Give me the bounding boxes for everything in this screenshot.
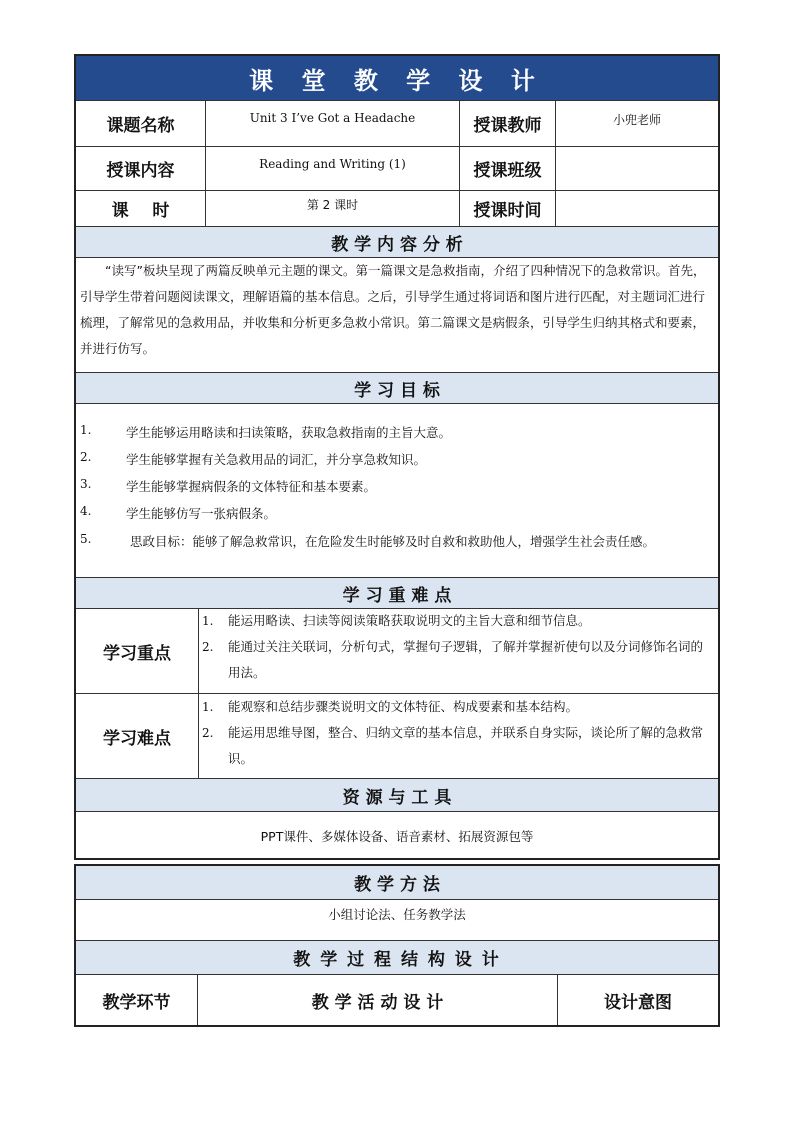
focus-text: 能运用略读、扫读等阅读策略获取说明文的主旨大意和细节信息。 (228, 613, 591, 628)
focus-item (202, 608, 714, 634)
topic-value: Unit 3 I’ve Got a Headache (249, 111, 416, 125)
methods-text: 小组讨论法、任务教学法 (328, 907, 466, 922)
objective-text: 学生能够掌握有关急救用品的词汇，并分享急救知识。 (126, 452, 427, 467)
objective-number: 5. (80, 532, 92, 546)
difficulty-number: 1. (202, 700, 214, 714)
focus-text: 能通过关注关联词，分析句式，掌握句子逻辑，了解并掌握祈使句以及分词修饰名词的用法。 (228, 639, 704, 680)
difficulty-item (202, 720, 714, 772)
page-title: 课 堂 教 学 设 计 (76, 56, 718, 100)
difficulty-number: 2. (202, 726, 214, 740)
analysis-text: “读写”板块呈现了两篇反映单元主题的课文。第一篇课文是急救指南，介绍了四种情况下的急救常识。首先，引导学生带着问题阅读课文，理解语篇的基本信息。之后，引导学生通过将词语和图片进行匹配，对主题词汇进行梳理，了解常见的急救用品，并收集和分析更多急救小常识。第二篇课文是病假条，引导学生归纳其格式和要素，并进行仿写。 (80, 263, 706, 356)
period-label: 课 时 (111, 201, 170, 221)
objective-text: 学生能够掌握病假条的文体特征和基本要素。 (126, 479, 377, 494)
process-col-stage: 教学环节 (102, 992, 171, 1013)
difficulty-text: 能观察和总结步骤类说明文的文体特征、构成要素和基本结构。 (228, 699, 579, 714)
divider (76, 403, 718, 404)
methods-heading: 教 学 方 法 (76, 866, 718, 899)
class-label: 授课班级 (473, 161, 542, 181)
process-table (74, 864, 720, 1027)
focus-number: 2. (202, 640, 214, 654)
objective-text: 思政目标：能够了解急救常识，在危险发生时能够及时自救和救助他人，增强学生社会责任感。 (130, 534, 656, 549)
difficulty-item (202, 694, 714, 720)
resources-heading: 资 源 与 工 具 (76, 779, 718, 811)
lesson-plan-table (74, 54, 720, 860)
analysis-heading: 教 学 内 容 分 析 (76, 227, 718, 257)
objective-number: 1. (80, 423, 92, 437)
divider (76, 899, 718, 900)
topic-label: 课题名称 (106, 116, 175, 136)
process-col-activities: 教 学 活 动 设 计 (311, 992, 444, 1013)
content-value: Reading and Writing (1) (259, 157, 406, 171)
keypoints-heading: 学 习 重 难 点 (76, 578, 718, 608)
objective-text: 学生能够仿写一张病假条。 (126, 506, 277, 521)
objective-text: 学生能够运用略读和扫读策略，获取急救指南的主旨大意。 (126, 425, 452, 440)
process-heading: 教 学 过 程 结 构 设 计 (76, 941, 718, 974)
time-label: 授课时间 (473, 201, 542, 221)
resources-text: PPT课件、多媒体设备、语音素材、拓展资源包等 (260, 829, 534, 844)
difficulty-label: 学习难点 (103, 728, 171, 749)
objective-number: 2. (80, 450, 92, 464)
teacher-label: 授课教师 (473, 116, 542, 136)
content-label: 授课内容 (106, 161, 175, 181)
difficulty-text: 能运用思维导图，整合、归纳文章的基本信息，并联系自身实际，谈论所了解的急救常识。 (228, 725, 704, 766)
focus-number: 1. (202, 614, 214, 628)
objectives-heading: 学 习 目 标 (76, 373, 718, 403)
teacher-value: 小兜老师 (612, 113, 661, 127)
objective-number: 4. (80, 504, 92, 518)
objective-number: 3. (80, 477, 92, 491)
focus-label: 学习重点 (103, 643, 171, 664)
period-value: 第 2 课时 (306, 198, 359, 212)
divider (76, 811, 718, 812)
process-col-intent: 设计意图 (604, 992, 672, 1013)
focus-item (202, 634, 714, 686)
